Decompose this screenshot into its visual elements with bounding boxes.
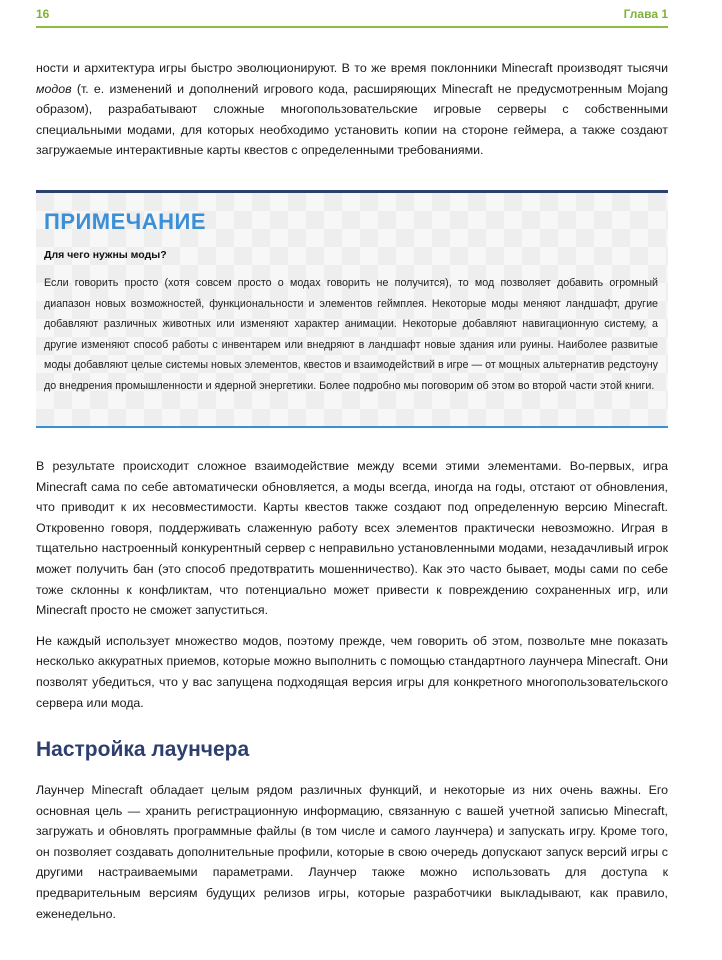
main-paragraph-1: В результате происходит сложное взаимодействие между всеми этими элементами. Во-первых, игра Minecraft сама по себе автоматически обновляется, а моды всегда, иногда на годы, отстают от обновления, что приводит к их несовместимости. Карты квестов также создают под определенную версию Minecraft. Откровенно говоря, поддерживать слаженную работу всех элементов практически невозможно. Играя в тщательно настроенный конкурентный сервер с неправильно установленными модами, незадачливый игрок может получить бан (это способ предотвратить мошенничество). Как это часто бывает, моды сами по себе тоже склонны к конфликтам, что потенциально может привести к повреждению сохраненных игр, или Minecraft просто не сможет запуститься. bbox=[36, 459, 668, 618]
page-number: 16 bbox=[36, 7, 50, 21]
intro-paragraph bbox=[36, 58, 668, 171]
section-heading: Настройка лаунчера bbox=[36, 738, 250, 761]
intro-text-start: ности и архитектура игры быстро эволюционируют. В то же время поклонники Minecraft производят тысячи bbox=[36, 61, 668, 75]
note-title: ПРИМЕЧАНИЕ bbox=[44, 209, 207, 234]
note-box bbox=[36, 190, 668, 428]
intro-text-end: (т. е. изменений и дополнений игрового кода, расширяющих Minecraft не предусмотренным Mojang образом), разрабатывают сложные многопользовательские игровые серверы с собственными специальными модами, для которых необходимо установить копии на стороне геймера, а также создают загружаемые интерактивные карты квестов с определенными требованиями. bbox=[36, 81, 668, 158]
page-header bbox=[36, 6, 668, 28]
intro-emphasis: модов bbox=[36, 81, 72, 96]
section-text bbox=[36, 780, 668, 934]
main-paragraph-2: Не каждый использует множество модов, поэтому прежде, чем говорить об этом, позвольте мне показать несколько аккуратных приемов, которые можно выполнить с помощью стандартного лаунчера Minecraft. Они позволят убедиться, что у вас запущена подходящая версия игры для конкретного многопользовательского сервера или мода. bbox=[36, 633, 668, 710]
section-paragraph: Лаунчер Minecraft обладает целым рядом различных функций, и некоторые из них очень важны. Его основная цель — хранить регистрационную информацию, связанную с вашей учетной записью Minecraft, загружать и обновлять программные файлы (в том числе и самого лаунчера) и запускать игру. Кроме того, он позволяет создавать дополнительные профили, которые в свою очередь допускают запуск версий игры с другими настраиваемыми параметрами. Лаунчер также можно использовать для доступа к предварительным версиям будущих релизов игры, которые разработчики выкладывают, как правило, еженедельно. bbox=[36, 783, 668, 921]
main-text bbox=[36, 456, 668, 723]
note-subtitle: Для чего нужны моды? bbox=[44, 249, 167, 261]
chapter-label: Глава 1 bbox=[623, 7, 668, 21]
note-body: Если говорить просто (хотя совсем просто о модах говорить не получится), то мод позволяет добавить огромный диапазон новых возможностей, функциональности и элементов геймплея. Некоторые моды меняют ландшафт, другие добавляют различных животных или изменяют характер анимации. Некоторые добавляют навигационную систему, а другие изменяют способ работы с инвентарем или внедряют в ландшафт новые здания или руины. Наиболее развитые моды добавляют целые системы новых элементов, квестов и взаимодействий в игре — от мощных альтернатив редстоуну до внедрения промышленности и ядерной энергетики. Более подробно мы поговорим об этом во второй части этой книги. bbox=[44, 277, 658, 392]
